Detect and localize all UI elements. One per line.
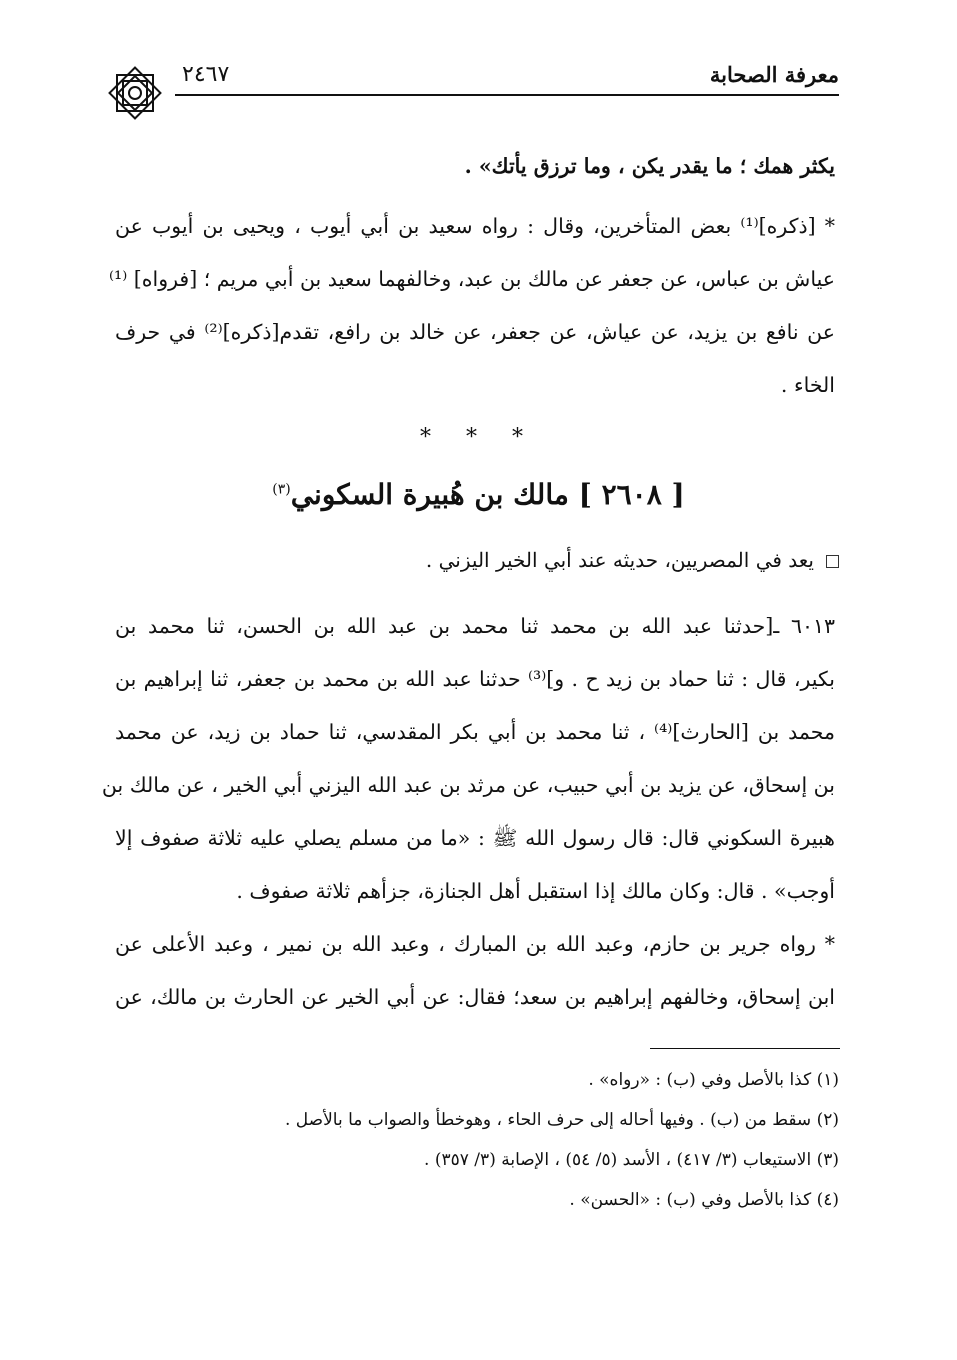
square-bullet-icon <box>826 555 839 568</box>
paragraph-3 <box>115 918 835 1024</box>
hadith-paragraph <box>101 600 835 918</box>
entry-title-note: (٣) <box>272 481 291 498</box>
entry-title <box>0 478 957 511</box>
text-line: بكير، قال : ثنا حماد بن زيد ح . و]⁽³⁾ حدثنا عبد الله بن محمد بن جعفر، ثنا إبراهيم بن <box>115 667 835 691</box>
text-line: ٦٠١٣ ـ[حدثنا عبد الله بن محمد ثنا محمد بن عبد الله بن الحسن، ثنا محمد بن <box>115 614 835 638</box>
ornament-icon <box>104 62 166 124</box>
running-title: معرفة الصحابة <box>709 62 839 87</box>
paragraph-1 <box>108 200 835 412</box>
text-line: يكثر همك ؛ ما يقدر يكن ، وما ترزق يأتك» . <box>464 154 835 178</box>
footnote: (٤) كذا بالأصل وفي (ب) : «الحسن» . <box>569 1190 839 1210</box>
footnote-rule <box>650 1048 840 1049</box>
subtitle-text: يعد في المصريين، حديثه عند أبي الخير اليزني . <box>425 548 814 572</box>
intro-paragraph <box>115 140 835 193</box>
entry-title-text: [ ٢٦٠٨ ] مالك بن هُبيرة السكوني <box>290 478 685 511</box>
text-line: أوجب» . قال: وكان مالك إذا استقبل أهل الجنازة، جزأهم ثلاثة صفوف . <box>236 879 835 903</box>
text-line: الخاء . <box>780 373 835 397</box>
text-line: هبيرة السكوني قال: قال رسول الله ﷺ : «ما من مسلم يصلي عليه ثلاثة صفوف إلا <box>115 826 835 850</box>
text-line: * رواه جرير بن حازم، وعبد الله بن المبارك ، وعبد الله بن نمير ، وعبد الأعلى عن <box>115 932 835 956</box>
text-line: عياش بن عباس، عن جعفر عن مالك بن عبد، وخالفهما سعيد بن أبي مريم ؛ [فرواه] ⁽¹⁾ <box>108 267 835 291</box>
text-line: بن إسحاق، عن يزيد بن أبي حبيب، عن مرثد بن عبد الله اليزني أبي الخير ، عن مالك بن <box>101 773 835 797</box>
entry-subtitle <box>426 548 839 572</box>
header-rule <box>175 94 839 96</box>
text-line: عن نافع بن يزيد، عن عياش، عن جعفر، عن خالد بن رافع، تقدم[ذكره]⁽²⁾ في حرف <box>115 320 835 344</box>
text-line: ابن إسحاق، وخالفهم إبراهيم بن سعد؛ فقال: عن أبي الخير عن الحارث بن مالك، عن <box>115 985 835 1009</box>
section-separator: * * * <box>420 425 537 450</box>
footnote: (٣) الاستيعاب (٣/ ٤١٧) ، الأسد (٥/ ٥٤) ، الإصابة (٣/ ٣٥٧) . <box>424 1150 839 1170</box>
page-number: ٢٤٦٧ <box>182 62 230 87</box>
text-line: * [ذكره]⁽¹⁾ بعض المتأخرين، وقال : رواه سعيد بن أبي أيوب ، ويحيى بن أيوب عن <box>115 214 835 238</box>
footnote: (١) كذا بالأصل وفي (ب) : «رواه» . <box>588 1070 839 1090</box>
text-line: محمد بن [الحارث]⁽⁴⁾ ، ثنا محمد بن أبي بكر المقدسي، ثنا حماد بن زيد، عن محمد <box>115 720 835 744</box>
footnote: (٢) سقط من (ب) . وفيها أحاله إلى حرف الحاء ، وهوخطأ والصواب ما بالأصل . <box>284 1110 839 1130</box>
